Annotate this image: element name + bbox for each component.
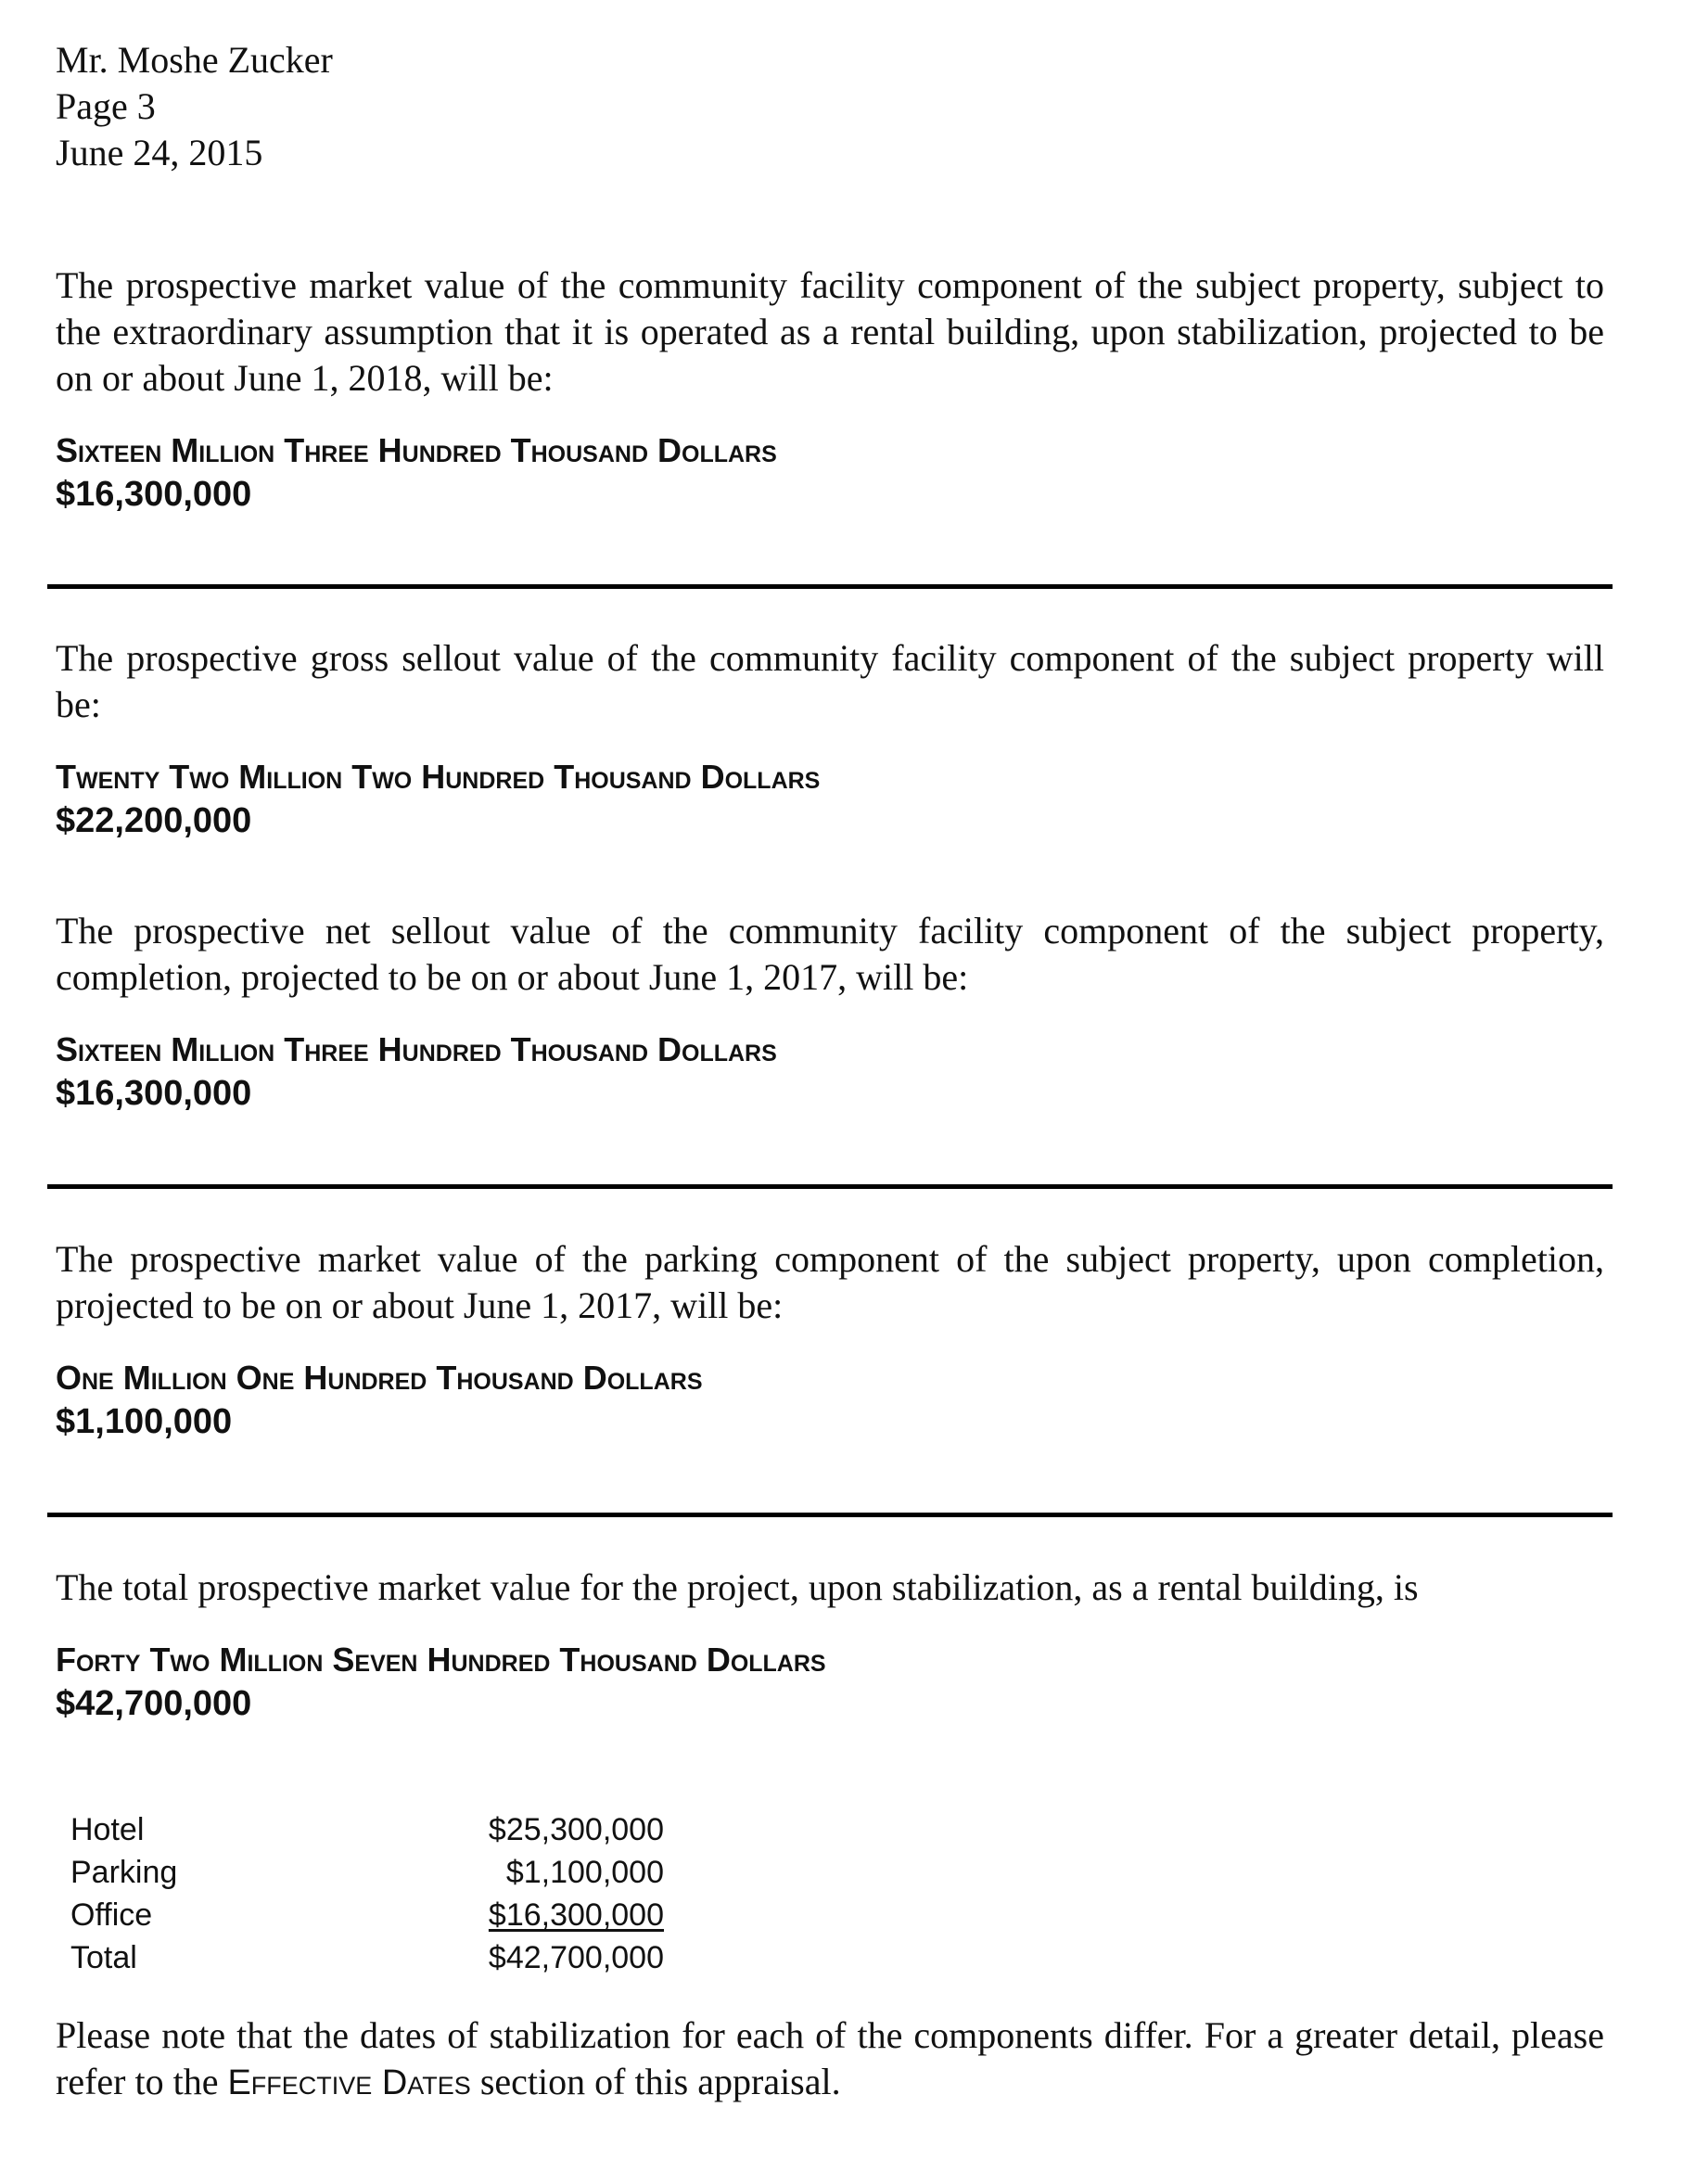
- value-amount: $22,200,000: [56, 801, 252, 840]
- value-breakdown-table: [56, 1808, 664, 1979]
- value-in-words: One Million One Hundred Thousand Dollars: [56, 1359, 703, 1397]
- value-in-words: Sixteen Million Three Hundred Thousand Dollars: [56, 1030, 777, 1068]
- row-amount-cell: [478, 1894, 664, 1936]
- section-text: The prospective gross sellout value of the community facility component of the subject property will be:: [56, 637, 1604, 725]
- letter-header: [56, 37, 333, 176]
- closing-text-before: Please note that the dates of stabilization for each of the components differ. For a greater detail, please refer to the: [56, 2014, 1604, 2102]
- value-in-words: Twenty Two Million Two Hundred Thousand Dollars: [56, 758, 821, 796]
- table-row-total: [56, 1936, 664, 1979]
- value-section-1: [56, 262, 1604, 517]
- value-section-5: [56, 1565, 1604, 1726]
- table-row: [56, 1894, 664, 1936]
- value-in-words: Sixteen Million Three Hundred Thousand Dollars: [56, 431, 777, 469]
- row-label: Hotel: [70, 1812, 145, 1847]
- section-text: The total prospective market value for the project, upon stabilization, as a rental building, is: [56, 1566, 1419, 1608]
- value-amount: $16,300,000: [56, 1074, 252, 1113]
- divider-rule: [47, 584, 1613, 589]
- page-number: Page 3: [56, 85, 156, 127]
- divider-rule: [47, 1513, 1613, 1517]
- value-in-words: Forty Two Million Seven Hundred Thousand Dollars: [56, 1641, 826, 1679]
- value-section-2: [56, 635, 1604, 843]
- value-section-3: [56, 908, 1604, 1116]
- row-amount: $16,300,000: [488, 1897, 664, 1933]
- row-label: Office: [70, 1897, 153, 1933]
- table-row: [56, 1808, 664, 1851]
- section-text: The prospective market value of the community facility component of the subject property, subject to the extraordinary assumption that it is operated as a rental building, upon stabilization, projected to be on or about June 1, 2018, will be:: [56, 264, 1604, 399]
- table-row: [56, 1851, 664, 1894]
- value-section-4: [56, 1236, 1604, 1444]
- divider-rule: [47, 1184, 1613, 1189]
- row-amount: $25,300,000: [488, 1812, 664, 1847]
- letter-date: June 24, 2015: [56, 132, 263, 173]
- value-amount: $16,300,000: [56, 475, 252, 514]
- addressee: Mr. Moshe Zucker: [56, 39, 333, 81]
- row-amount: $42,700,000: [488, 1940, 664, 1975]
- row-label: Total: [70, 1940, 137, 1975]
- closing-text-after: section of this appraisal.: [470, 2061, 841, 2102]
- row-amount: $1,100,000: [505, 1855, 664, 1890]
- value-amount: $42,700,000: [56, 1684, 252, 1723]
- value-amount: $1,100,000: [56, 1402, 233, 1441]
- closing-note: [56, 2012, 1604, 2106]
- section-text: The prospective net sellout value of the community facility component of the subject property, completion, projected to be on or about June 1, 2017, will be:: [56, 910, 1604, 998]
- section-reference: Effective Dates: [227, 2063, 471, 2102]
- section-text: The prospective market value of the parking component of the subject property, upon completion, projected to be on or about June 1, 2017, will be:: [56, 1238, 1604, 1326]
- row-label: Parking: [70, 1855, 178, 1890]
